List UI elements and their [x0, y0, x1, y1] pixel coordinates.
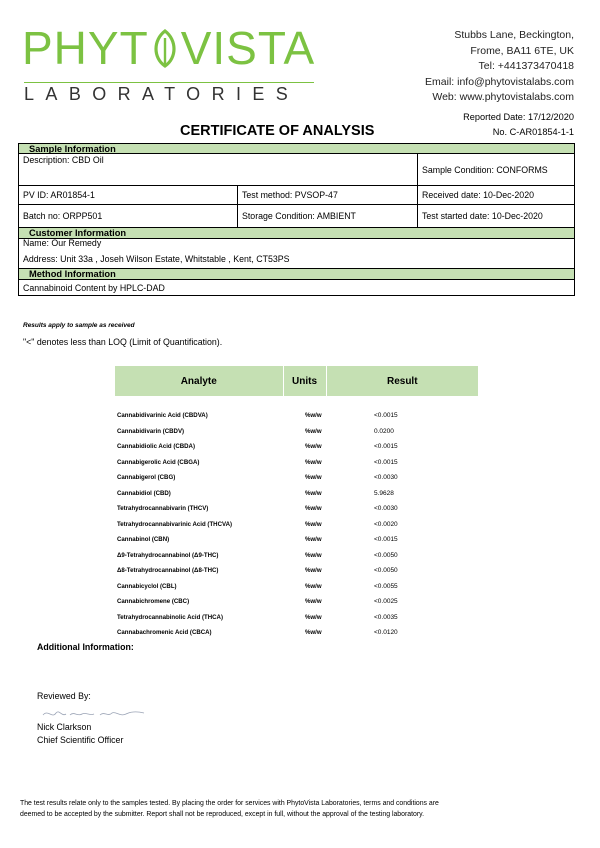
leaf-icon	[150, 28, 180, 68]
analyte-unit: %w/w	[305, 629, 322, 637]
analyte-unit: %w/w	[305, 582, 322, 590]
analyte-name: Tetrahydrocannabivarin (THCV)	[117, 505, 209, 513]
table-row	[115, 548, 478, 564]
analyte-unit: %w/w	[305, 551, 322, 559]
sample-row-1	[18, 154, 575, 186]
analyte-result: <0.0015	[374, 412, 398, 420]
customer-name: Name: Our Remedy	[23, 238, 102, 248]
header-result: Result	[326, 366, 478, 396]
analyte-result: <0.0055	[374, 582, 398, 590]
analyte-result: <0.0015	[374, 458, 398, 466]
address-web: Web: www.phytovistalabs.com	[432, 91, 574, 103]
loq-note: "<" denotes less than LOQ (Limit of Quantification).	[23, 337, 223, 347]
analyte-name: Tetrahydrocannabivarinic Acid (THCVA)	[117, 520, 233, 528]
analyte-name: Cannabidiol (CBD)	[117, 489, 171, 497]
address-line-2: Frome, BA11 6TE, UK	[470, 44, 574, 57]
sample-info-heading: Sample Information	[18, 143, 575, 154]
logo-divider	[24, 82, 314, 83]
sample-condition: Sample Condition: CONFORMS	[417, 154, 574, 185]
test-started-date: Test started date: 10-Dec-2020	[417, 205, 574, 227]
method-text: Cannabinoid Content by HPLC-DAD	[23, 282, 165, 293]
analyte-name: Cannabigerol (CBG)	[117, 474, 176, 482]
logo-text-rest: VISTA	[180, 22, 316, 74]
reviewer-block	[37, 721, 123, 746]
analyte-unit: %w/w	[305, 598, 322, 606]
analyte-name: Cannabichromene (CBC)	[117, 598, 190, 606]
sample-row-3	[18, 205, 575, 228]
analyte-unit: %w/w	[305, 458, 322, 466]
address-tel: Tel: +441373470418	[478, 60, 574, 72]
results-header-row	[115, 366, 478, 396]
sample-description: Description: CBD Oil	[23, 155, 104, 165]
analyte-name: Δ8-Tetrahydrocannabinol (Δ8-THC)	[117, 567, 219, 575]
customer-address: Address: Unit 33a , Joseh Wilson Estate, Whitstable , Kent, CT53PS	[23, 254, 290, 264]
table-row	[115, 517, 478, 533]
analyte-name: Cannabidivarin (CBDV)	[117, 427, 185, 435]
reviewed-by-label: Reviewed By:	[37, 691, 91, 701]
table-row	[115, 625, 478, 641]
analyte-result: <0.0050	[374, 551, 398, 559]
document-title: CERTIFICATE OF ANALYSIS	[180, 123, 375, 139]
analyte-unit: %w/w	[305, 489, 322, 497]
analyte-unit: %w/w	[305, 567, 322, 575]
analyte-name: Cannabigerolic Acid (CBGA)	[117, 458, 200, 466]
batch-number: Batch no: ORPP501	[23, 211, 103, 221]
analyte-unit: %w/w	[305, 443, 322, 451]
reported-date: Reported Date: 17/12/2020	[463, 112, 574, 122]
table-row	[115, 470, 478, 486]
address-line-1: Stubbs Lane, Beckington,	[454, 29, 574, 41]
table-row	[115, 532, 478, 548]
results-table	[115, 366, 478, 641]
analyte-unit: %w/w	[305, 474, 322, 482]
info-form	[18, 143, 575, 296]
analyte-result: <0.0050	[374, 567, 398, 575]
company-logo	[22, 22, 322, 102]
report-meta	[463, 110, 574, 140]
signature-image	[40, 703, 150, 723]
test-method: Test method: PVSOP-47	[237, 186, 417, 204]
footer-disclaimer	[20, 799, 580, 820]
table-row	[115, 439, 478, 455]
header-units: Units	[283, 366, 326, 396]
customer-details	[18, 239, 575, 269]
sample-row-2	[18, 186, 575, 205]
analyte-result: 0.0200	[374, 427, 394, 435]
logo-subtitle: LABORATORIES	[24, 84, 300, 104]
analyte-name: Cannabachromenic Acid (CBCA)	[117, 629, 212, 637]
table-row	[115, 501, 478, 517]
logo-wordmark	[22, 22, 315, 74]
analyte-result: <0.0035	[374, 613, 398, 621]
analyte-unit: %w/w	[305, 536, 322, 544]
storage-condition: Storage Condition: AMBIENT	[237, 205, 417, 227]
table-row	[115, 486, 478, 502]
table-row	[115, 455, 478, 471]
table-row	[115, 563, 478, 579]
table-row	[115, 594, 478, 610]
table-row	[115, 610, 478, 626]
analyte-name: Δ9-Tetrahydrocannabinol (Δ9-THC)	[117, 551, 219, 559]
analyte-name: Cannabidivarinic Acid (CBDVA)	[117, 412, 208, 420]
company-address	[425, 28, 574, 106]
method-row	[18, 280, 575, 296]
analyte-result: <0.0030	[374, 505, 398, 513]
received-date: Received date: 10-Dec-2020	[417, 186, 574, 204]
analyte-result: <0.0025	[374, 598, 398, 606]
footer-line-2: deemed to be accepted by the submitter. Report shall not be reproduced, except in full, without the approval of the testing laboratory.	[20, 810, 424, 818]
report-number: No. C-AR01854-1-1	[492, 127, 574, 137]
pv-id: PV ID: AR01854-1	[23, 190, 95, 200]
analyte-result: <0.0020	[374, 520, 398, 528]
analyte-name: Cannabidiolic Acid (CBDA)	[117, 443, 195, 451]
table-row	[115, 408, 478, 424]
analyte-result: <0.0015	[374, 443, 398, 451]
analyte-name: Cannabinol (CBN)	[117, 536, 170, 544]
additional-info-label: Additional Information:	[37, 642, 134, 652]
analyte-name: Tetrahydrocannabinolic Acid (THCA)	[117, 613, 223, 621]
table-row	[115, 579, 478, 595]
customer-info-heading: Customer Information	[18, 228, 575, 239]
header-analyte: Analyte	[115, 366, 283, 396]
analyte-result: <0.0030	[374, 474, 398, 482]
table-row	[115, 424, 478, 440]
logo-text-first: PHYT	[22, 22, 149, 74]
method-info-heading: Method Information	[18, 269, 575, 280]
reviewer-name: Nick Clarkson	[37, 722, 92, 732]
analyte-unit: %w/w	[305, 520, 322, 528]
analyte-unit: %w/w	[305, 427, 322, 435]
footer-line-1: The test results relate only to the samples tested. By placing the order for services with PhytoVista Laboratories, terms and conditions are	[20, 800, 439, 807]
address-email: Email: info@phytovistalabs.com	[425, 75, 574, 88]
results-apply-note: Results apply to sample as received	[23, 322, 135, 329]
analyte-name: Cannabicyclol (CBL)	[117, 582, 177, 590]
analyte-result: <0.0120	[374, 629, 398, 637]
analyte-unit: %w/w	[305, 412, 322, 420]
analyte-unit: %w/w	[305, 613, 322, 621]
analyte-unit: %w/w	[305, 505, 322, 513]
reviewer-role: Chief Scientific Officer	[37, 734, 124, 745]
analyte-result: 5.9628	[374, 489, 394, 497]
analyte-result: <0.0015	[374, 536, 398, 544]
